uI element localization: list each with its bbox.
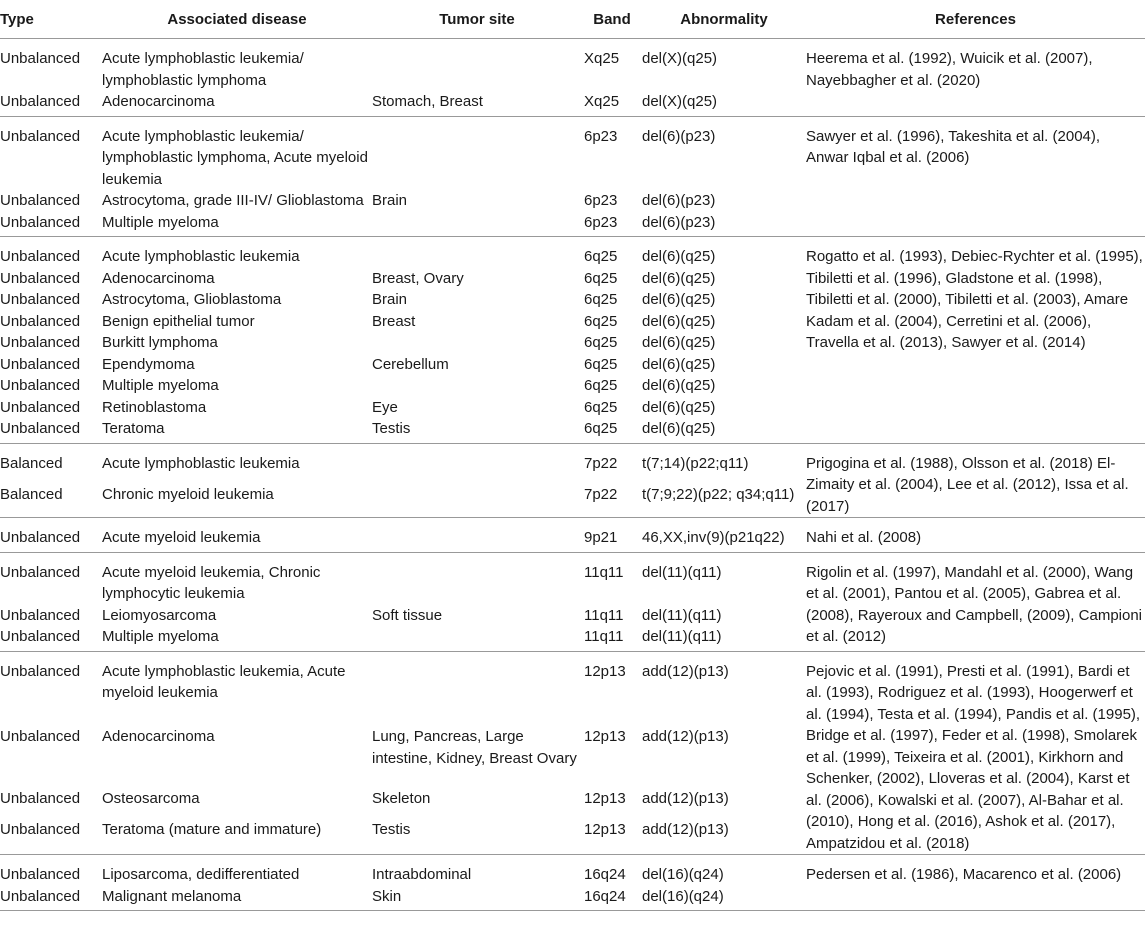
cell-type: Unbalanced — [0, 728, 81, 746]
header-row — [0, 0, 1145, 39]
cell-disease: Teratoma — [102, 420, 165, 437]
cell-abnormality: del(6)(q25) — [642, 398, 716, 416]
cell-tumor-site: Cerebellum — [372, 355, 449, 373]
cell-tumor-site: Soft tissue — [372, 606, 443, 624]
cell-disease: Leiomyosarcoma — [102, 606, 217, 624]
cell-type: Unbalanced — [0, 628, 81, 645]
cell-tumor-site — [372, 39, 582, 92]
cell-abnormality: t(7;9;22)(p22; q34;q11) — [642, 486, 795, 504]
cell-tumor-site — [372, 651, 582, 726]
cell-tumor-site — [372, 375, 582, 397]
cell-disease: Acute lymphoblastic leukemia/ lymphoblastic lymphoma — [102, 50, 304, 89]
cell-band: 6p23 — [584, 127, 618, 145]
cell-disease: Acute lymphoblastic leukemia — [102, 454, 300, 472]
cell-tumor-site: Testis — [372, 420, 411, 437]
cell-type: Balanced — [0, 454, 63, 472]
cell-disease: Acute lymphoblastic leukemia — [102, 248, 300, 265]
cell-tumor-site: Lung, Pancreas, Large intestine, Kidney, Breast Ovary — [372, 728, 577, 767]
cell-abnormality: add(12)(p13) — [642, 728, 729, 746]
cell-references: Nahi et al. (2008) — [806, 529, 922, 546]
cell-tumor-site: Eye — [372, 398, 398, 416]
table-row — [0, 443, 1145, 484]
cell-band: 6q25 — [584, 269, 618, 287]
cell-band: Xq25 — [584, 50, 620, 67]
cell-references: Pedersen et al. (1986), Macarenco et al. (2006) — [806, 866, 1122, 883]
cell-band: 12p13 — [584, 728, 626, 746]
cell-disease: Acute myeloid leukemia — [102, 529, 261, 546]
cell-tumor-site: Skeleton — [372, 789, 431, 807]
row-group — [0, 39, 1145, 117]
cell-tumor-site: Testis — [372, 820, 411, 838]
table-row — [0, 237, 1145, 268]
cell-type: Unbalanced — [0, 866, 81, 883]
row-group — [0, 855, 1145, 911]
row-group — [0, 651, 1145, 855]
cell-tumor-site: Brain — [372, 192, 408, 209]
cell-disease: Adenocarcinoma — [102, 269, 215, 287]
cell-tumor-site — [372, 518, 582, 553]
cell-tumor-site: Brain — [372, 291, 408, 308]
cell-band: 11q11 — [584, 606, 624, 624]
cell-references: Prigogina et al. (1988), Olsson et al. (2018) El-Zimaity et al. (2004), Lee et al. (2012), Issa et al. (2017) — [806, 454, 1129, 515]
cell-band: 12p13 — [584, 662, 626, 680]
cell-tumor-site — [372, 332, 582, 354]
cell-type: Unbalanced — [0, 291, 81, 308]
cell-tumor-site — [372, 212, 582, 237]
cell-type: Unbalanced — [0, 248, 81, 265]
table-row — [0, 552, 1145, 605]
cell-band: 6q25 — [584, 355, 618, 373]
header-abnormality: Abnormality — [642, 0, 806, 39]
cell-band: 6p23 — [584, 192, 618, 209]
cell-abnormality: add(12)(p13) — [642, 820, 729, 838]
cell-abnormality: del(11)(q11) — [642, 606, 722, 624]
cell-abnormality: del(X)(q25) — [642, 50, 718, 67]
cell-band: 6q25 — [584, 312, 618, 330]
cell-type: Unbalanced — [0, 887, 81, 905]
header-references: References — [806, 0, 1145, 39]
cell-abnormality: del(6)(q25) — [642, 291, 716, 308]
cell-abnormality: del(X)(q25) — [642, 93, 718, 110]
cell-tumor-site: Intraabdominal — [372, 866, 472, 883]
cell-abnormality: del(6)(q25) — [642, 420, 716, 437]
cell-disease: Adenocarcinoma — [102, 93, 215, 110]
row-group — [0, 518, 1145, 553]
cell-disease: Acute lymphoblastic leukemia/ lymphoblastic lymphoma, Acute myeloid leukemia — [102, 127, 368, 188]
header-site: Tumor site — [372, 0, 582, 39]
cell-disease: Adenocarcinoma — [102, 728, 215, 746]
cell-type: Unbalanced — [0, 334, 81, 351]
cell-band: 6q25 — [584, 420, 618, 437]
table-row — [0, 651, 1145, 726]
cell-disease: Multiple myeloma — [102, 377, 219, 394]
row-group — [0, 116, 1145, 237]
cell-disease: Multiple myeloma — [102, 628, 219, 645]
cell-references: Heerema et al. (1992), Wuicik et al. (2007), Nayebbagher et al. (2020) — [806, 50, 1093, 89]
cell-tumor-site: Stomach, Breast — [372, 93, 483, 110]
cell-tumor-site — [372, 237, 582, 268]
cell-type: Unbalanced — [0, 820, 81, 838]
cell-band: 16q24 — [584, 887, 626, 905]
cell-abnormality: add(12)(p13) — [642, 662, 729, 680]
cell-abnormality: del(6)(q25) — [642, 334, 716, 351]
cell-disease: Burkitt lymphoma — [102, 334, 218, 351]
cell-band: 11q11 — [584, 628, 624, 645]
cell-disease: Multiple myeloma — [102, 213, 219, 231]
cell-tumor-site — [372, 443, 582, 484]
cell-band: 11q11 — [584, 563, 624, 581]
cell-band: 16q24 — [584, 866, 626, 883]
cell-type: Unbalanced — [0, 420, 81, 437]
cell-references: Rigolin et al. (1997), Mandahl et al. (2000), Wang et al. (2001), Pantou et al. (2005), Gabrea et al. (2008), Rayeroux and Campbell, (2009), Campioni et al. (2012) — [806, 563, 1143, 645]
cell-tumor-site: Breast — [372, 312, 416, 330]
cell-band: 7p22 — [584, 454, 618, 472]
cell-disease: Astrocytoma, Glioblastoma — [102, 291, 282, 308]
cell-band: 6p23 — [584, 213, 618, 231]
cell-band: 6q25 — [584, 291, 618, 308]
cell-type: Unbalanced — [0, 355, 81, 373]
cell-type: Unbalanced — [0, 606, 81, 624]
cell-abnormality: 46,XX,inv(9)(p21q22) — [642, 529, 785, 546]
cell-type: Unbalanced — [0, 662, 81, 680]
cell-band: 9p21 — [584, 529, 618, 546]
cell-abnormality: del(6)(p23) — [642, 213, 716, 231]
cell-abnormality: del(11)(q11) — [642, 628, 722, 645]
cell-type: Unbalanced — [0, 563, 81, 581]
cell-abnormality: del(6)(p23) — [642, 192, 716, 209]
cell-type: Unbalanced — [0, 93, 81, 110]
row-group — [0, 552, 1145, 651]
cell-references: Pejovic et al. (1991), Presti et al. (1991), Bardi et al. (1993), Rodriguez et al. (1993), Hoogerwerf et al. (1994), Testa et al. (1994), Pandis et al. (1995), Bridge et al. (1997), Feder et al. (1998), Smolarek et al. (1999), Teixeira et al. (2001), Kirkhorn and Schenker, (2002), Lloveras et al. (2004), Karst et al. (2006), Kowalski et al. (2007), Al-Bahar et al. (2010), Hong et al. (2016), Ashok et al. (2017), Ampatzidou et al. (2018) — [806, 662, 1141, 852]
cell-band: 6q25 — [584, 248, 618, 265]
cell-type: Unbalanced — [0, 213, 81, 231]
cell-tumor-site: Breast, Ovary — [372, 269, 464, 287]
cell-type: Unbalanced — [0, 127, 81, 145]
cell-band: Xq25 — [584, 93, 620, 110]
cell-disease: Retinoblastoma — [102, 398, 207, 416]
cell-disease: Acute lymphoblastic leukemia, Acute myeloid leukemia — [102, 662, 346, 701]
cell-type: Unbalanced — [0, 312, 81, 330]
cell-type: Unbalanced — [0, 529, 81, 546]
cell-type: Unbalanced — [0, 50, 81, 67]
cell-abnormality: del(6)(q25) — [642, 355, 716, 373]
cell-references: Sawyer et al. (1996), Takeshita et al. (2004), Anwar Iqbal et al. (2006) — [806, 127, 1101, 166]
cell-abnormality: del(6)(q25) — [642, 312, 716, 330]
cell-abnormality: del(16)(q24) — [642, 887, 724, 905]
cell-disease: Ependymoma — [102, 355, 195, 373]
cell-abnormality: del(11)(q11) — [642, 563, 722, 581]
cell-type: Unbalanced — [0, 789, 81, 807]
cell-type: Unbalanced — [0, 398, 81, 416]
cell-abnormality: del(6)(q25) — [642, 269, 716, 287]
cell-disease: Astrocytoma, grade III-IV/ Glioblastoma — [102, 192, 364, 209]
table-row — [0, 116, 1145, 190]
cell-band: 6q25 — [584, 334, 618, 351]
header-disease: Associated disease — [102, 0, 372, 39]
cell-tumor-site — [372, 116, 582, 190]
cell-type: Unbalanced — [0, 377, 81, 394]
cell-type: Unbalanced — [0, 192, 81, 209]
cell-abnormality: del(6)(p23) — [642, 127, 716, 145]
cell-abnormality: del(16)(q24) — [642, 866, 724, 883]
cell-abnormality: del(6)(q25) — [642, 377, 716, 394]
cell-band: 12p13 — [584, 820, 626, 838]
cell-band: 6q25 — [584, 377, 618, 394]
row-group — [0, 237, 1145, 444]
cell-type: Unbalanced — [0, 269, 81, 287]
cell-tumor-site: Skin — [372, 887, 402, 905]
header-type: Type — [0, 0, 102, 39]
table-row — [0, 39, 1145, 92]
cell-disease: Malignant melanoma — [102, 887, 242, 905]
cell-band: 12p13 — [584, 789, 626, 807]
cell-abnormality: del(6)(q25) — [642, 248, 716, 265]
cell-band: 6q25 — [584, 398, 618, 416]
cell-disease: Acute myeloid leukemia, Chronic lymphocytic leukemia — [102, 563, 321, 602]
table-row — [0, 855, 1145, 886]
cell-tumor-site — [372, 552, 582, 605]
cell-band: 7p22 — [584, 486, 618, 504]
cell-abnormality: t(7;14)(p22;q11) — [642, 454, 749, 472]
cell-tumor-site — [372, 484, 582, 517]
row-group — [0, 443, 1145, 518]
table-row — [0, 518, 1145, 553]
cell-tumor-site — [372, 626, 582, 651]
cell-disease: Osteosarcoma — [102, 789, 200, 807]
header-band: Band — [582, 0, 642, 39]
cell-abnormality: add(12)(p13) — [642, 789, 729, 807]
cell-disease: Liposarcoma, dedifferentiated — [102, 866, 300, 883]
cell-type: Balanced — [0, 486, 63, 504]
cell-references: Rogatto et al. (1993), Debiec-Rychter et al. (1995), Tibiletti et al. (1996), Gladstone et al. (1998), Tibiletti et al. (2000), Tibiletti et al. (2003), Amare Kadam et al. (2004), Cerretini et al. (2006), Travella et al. (2013), Sawyer et al. (2014) — [806, 248, 1143, 351]
cell-disease: Teratoma (mature and immature) — [102, 820, 322, 838]
cell-disease: Chronic myeloid leukemia — [102, 486, 274, 504]
cell-disease: Benign epithelial tumor — [102, 312, 255, 330]
